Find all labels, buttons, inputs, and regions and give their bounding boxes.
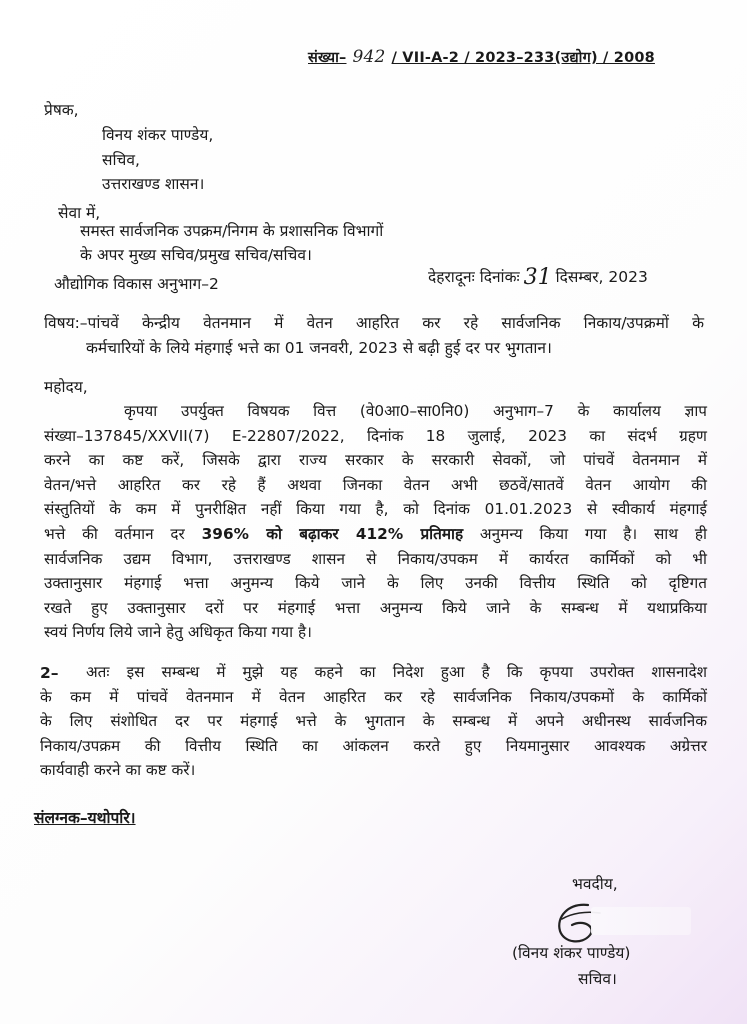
para1-rate-start: भत्ते की वर्तमान दर: [44, 524, 202, 543]
date-handwritten-day: 31: [523, 265, 552, 290]
date-month-year: दिसम्बर, 2023: [555, 268, 648, 286]
reference-number-line: [308, 47, 655, 67]
para2-line: के कम में पांचवें वेतनमान में वेतन आहरित कर रहे सार्वजनिक निकाय/उपकमों के कार्मिकों: [40, 687, 707, 706]
para1-line: वेतन/भत्ते आहरित कर रहे हैं अथवा जिनका वेतन अभी छठवें/सातवें वेतन आयोग की: [44, 475, 707, 494]
recipient-line-2: के अपर मुख्य सचिव/प्रमुख सचिव/सचिव।: [80, 246, 312, 264]
sender-designation: सचिव,: [102, 151, 140, 169]
para1-line: स्वयं निर्णय लिये जाने हेतु अधिकृत किया गया है।: [44, 623, 312, 642]
para1-rate-bold: 396% को बढ़ाकर 412% प्रतिमाह: [201, 524, 464, 543]
para1-line: उक्तानुसार मंहगाई भत्ता अनुमन्य किये जाने के लिए उनकी वित्तीय स्थिति को दृष्टिगत: [44, 574, 707, 593]
para1-line: रखते हुए उक्तानुसार दरों पर मंहगाई भत्ता अनुमन्य किये जाने के सम्बन्ध में यथाप्रकिया: [44, 598, 707, 617]
paragraph-1: [44, 399, 707, 645]
closing-designation: सचिव।: [578, 970, 617, 988]
reference-prefix: संख्या–: [308, 50, 347, 66]
subject-line-1: विषय:–पांचवें केन्द्रीय वेतनमान में वेतन आहरित कर रहे सार्वजनिक निकाय/उपक्रमों के: [44, 314, 704, 332]
reference-suffix: / VII-A-2 / 2023–233(उद्योग) / 2008: [391, 50, 655, 66]
subject-line-2: कर्मचारियों के लिये मंहगाई भत्ते का 01 जनवरी, 2023 से बढ़ी हुई दर पर भुगतान।: [86, 338, 552, 357]
section-name: औद्योगिक विकास अनुभाग–2: [54, 275, 219, 293]
enclosure-label: संलग्नक–यथोपरि।: [34, 809, 136, 827]
para1-line-with-rate: [44, 522, 707, 547]
recipient-line-1: समस्त सार्वजनिक उपक्रम/निगम के प्रशासनिक विभागों: [80, 222, 384, 240]
paragraph-2: [40, 660, 707, 783]
date-place-label: देहरादूनः दिनांकः: [428, 268, 520, 286]
para2-line: निकाय/उपक्रम की वित्तीय स्थिति का आंकलन करते हुए नियमानुसार आवश्यक अग्रेत्तर: [40, 736, 707, 755]
subject-block: [44, 311, 704, 360]
sender-name: विनय शंकर पाण्डेय,: [102, 126, 214, 144]
para1-line: सार्वजनिक उद्यम विभाग, उत्तराखण्ड शासन से निकाय/उपकम में कार्यरत कार्मिकों को भी: [44, 549, 707, 568]
sender-office: उत्तराखण्ड शासन।: [102, 175, 205, 193]
para1-rate-end: अनुमन्य किया गया है। साथ ही: [463, 524, 707, 543]
para2-line: के लिए संशोधित दर पर मंहगाई भत्ते के भुगतान के सम्बन्ध में अपने अधीनस्थ सार्वजनिक: [40, 712, 707, 731]
para2-number: 2–: [40, 664, 59, 682]
letter-date: [428, 263, 648, 288]
para1-line: कृपया उपर्युक्त विषयक वित्त (वे0आ0–सा0नि0) अनुभाग–7 के कार्यालय ज्ञाप: [124, 402, 707, 420]
signature-redaction: [591, 907, 691, 935]
para1-line: संख्या–137845/XXVII(7) E-22807/2022, दिनांक 18 जुलाई, 2023 का संदर्भ ग्रहण: [44, 426, 707, 445]
para2-line: अतः इस सम्बन्ध में मुझे यह कहने का निदेश हुआ है कि कृपया उपरोक्त शासनादेश: [86, 663, 707, 681]
recipient-label: सेवा में,: [58, 204, 101, 222]
para1-line: करने का कष्ट करें, जिसके द्वारा राज्य सरकार के सरकारी सेवकों, जो पांचवें वेतनमान में: [44, 451, 707, 470]
reference-handwritten-number: 942: [352, 47, 386, 67]
para1-line: संस्तुतियों के कम में पुनरीक्षित नहीं किया गया है, को दिनांक 01.01.2023 से स्वीकार्य मंहगाई: [44, 500, 707, 519]
salutation: महोदय,: [44, 378, 88, 396]
sender-label: प्रेषक,: [44, 101, 79, 119]
closing-name: (विनय शंकर पाण्डेय): [512, 944, 631, 962]
para2-line: कार्यवाही करने का कष्ट करें।: [40, 761, 196, 780]
closing-yours-faithfully: भवदीय,: [572, 875, 618, 893]
